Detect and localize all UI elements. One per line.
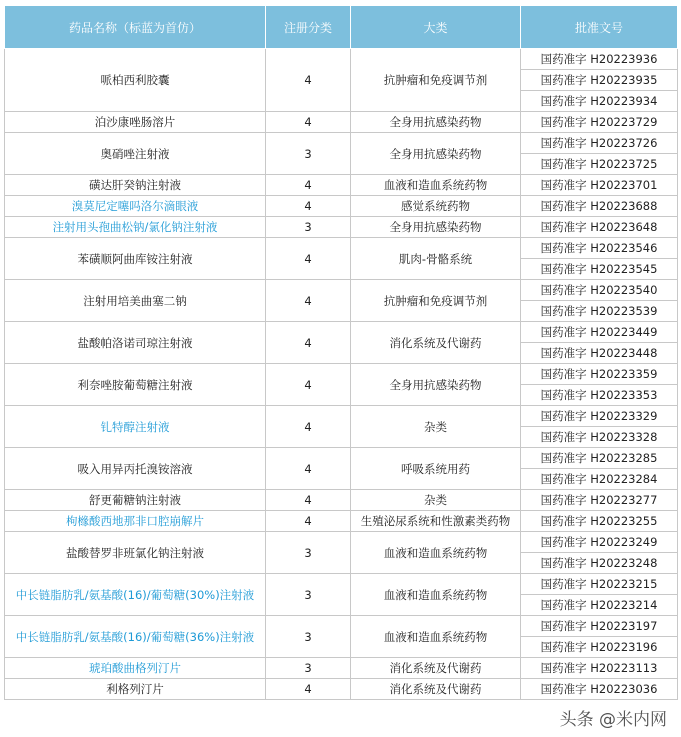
approval-number-cell: 国药准字 H20223328: [521, 427, 678, 448]
drug-name-cell: 磺达肝癸钠注射液: [5, 175, 266, 196]
approval-number-cell: 国药准字 H20223936: [521, 49, 678, 70]
drug-name-cell: 钆特醇注射液: [5, 406, 266, 448]
table-row: [5, 217, 678, 238]
table-row: [5, 490, 678, 511]
drug-name-cell: 盐酸帕洛诺司琼注射液: [5, 322, 266, 364]
approval-number-cell: 国药准字 H20223284: [521, 469, 678, 490]
approval-number-cell: 国药准字 H20223285: [521, 448, 678, 469]
drug-name-cell: 中长链脂肪乳/氨基酸(16)/葡萄糖(36%)注射液: [5, 616, 266, 658]
drug-name-cell: 琥珀酸曲格列汀片: [5, 658, 266, 679]
header-category: 大类: [351, 6, 521, 49]
approval-number-cell: 国药准字 H20223449: [521, 322, 678, 343]
drug-name-cell: 苯磺顺阿曲库铵注射液: [5, 238, 266, 280]
table-row: [5, 175, 678, 196]
approval-number-cell: 国药准字 H20223448: [521, 343, 678, 364]
registration-class-cell: 4: [266, 364, 351, 406]
drug-name-cell: 舒更葡糖钠注射液: [5, 490, 266, 511]
registration-class-cell: 3: [266, 574, 351, 616]
approval-number-cell: 国药准字 H20223934: [521, 91, 678, 112]
approval-number-cell: 国药准字 H20223935: [521, 70, 678, 91]
table-row: [5, 322, 678, 343]
drug-name-cell: 注射用培美曲塞二钠: [5, 280, 266, 322]
category-cell: 肌肉-骨骼系统: [351, 238, 521, 280]
approval-number-cell: 国药准字 H20223539: [521, 301, 678, 322]
registration-class-cell: 3: [266, 217, 351, 238]
drug-name-cell: 利格列汀片: [5, 679, 266, 700]
category-cell: 生殖泌尿系统和性激素类药物: [351, 511, 521, 532]
category-cell: 全身用抗感染药物: [351, 364, 521, 406]
drug-name-cell: 枸橼酸西地那非口腔崩解片: [5, 511, 266, 532]
table-row: [5, 280, 678, 301]
approval-number-cell: 国药准字 H20223248: [521, 553, 678, 574]
approval-number-cell: 国药准字 H20223701: [521, 175, 678, 196]
category-cell: 杂类: [351, 490, 521, 511]
table-row: [5, 238, 678, 259]
table-row: [5, 133, 678, 154]
approval-number-cell: 国药准字 H20223329: [521, 406, 678, 427]
table-row: [5, 511, 678, 532]
registration-class-cell: 3: [266, 658, 351, 679]
registration-class-cell: 3: [266, 616, 351, 658]
table-row: [5, 112, 678, 133]
source-credit: 头条 @米内网: [559, 710, 667, 730]
table-row: [5, 49, 678, 70]
table-row: [5, 406, 678, 427]
approval-number-cell: 国药准字 H20223214: [521, 595, 678, 616]
approval-number-cell: 国药准字 H20223729: [521, 112, 678, 133]
category-cell: 血液和造血系统药物: [351, 574, 521, 616]
approval-number-cell: 国药准字 H20223113: [521, 658, 678, 679]
approval-number-cell: 国药准字 H20223196: [521, 637, 678, 658]
approval-number-cell: 国药准字 H20223036: [521, 679, 678, 700]
approval-number-cell: 国药准字 H20223546: [521, 238, 678, 259]
approval-number-cell: 国药准字 H20223545: [521, 259, 678, 280]
approval-number-cell: 国药准字 H20223215: [521, 574, 678, 595]
category-cell: 血液和造血系统药物: [351, 532, 521, 574]
category-cell: 全身用抗感染药物: [351, 112, 521, 133]
approval-number-cell: 国药准字 H20223353: [521, 385, 678, 406]
approval-number-cell: 国药准字 H20223249: [521, 532, 678, 553]
category-cell: 全身用抗感染药物: [351, 217, 521, 238]
drug-approval-table: [4, 5, 678, 700]
registration-class-cell: 4: [266, 406, 351, 448]
drug-name-cell: 泊沙康唑肠溶片: [5, 112, 266, 133]
category-cell: 血液和造血系统药物: [351, 616, 521, 658]
registration-class-cell: 4: [266, 196, 351, 217]
category-cell: 抗肿瘤和免疫调节剂: [351, 280, 521, 322]
table-row: [5, 616, 678, 637]
category-cell: 消化系统及代谢药: [351, 322, 521, 364]
registration-class-cell: 4: [266, 280, 351, 322]
table-row: [5, 448, 678, 469]
drug-name-cell: 盐酸替罗非班氯化钠注射液: [5, 532, 266, 574]
approval-number-cell: 国药准字 H20223540: [521, 280, 678, 301]
drug-name-cell: 溴莫尼定噻吗洛尔滴眼液: [5, 196, 266, 217]
registration-class-cell: 4: [266, 322, 351, 364]
drug-name-cell: 吸入用异丙托溴铵溶液: [5, 448, 266, 490]
category-cell: 消化系统及代谢药: [351, 658, 521, 679]
header-drug-name: 药品名称（标蓝为首仿）: [5, 6, 266, 49]
table-row: [5, 574, 678, 595]
registration-class-cell: 4: [266, 490, 351, 511]
table-row: [5, 658, 678, 679]
approval-number-cell: 国药准字 H20223277: [521, 490, 678, 511]
registration-class-cell: 4: [266, 238, 351, 280]
approval-number-cell: 国药准字 H20223359: [521, 364, 678, 385]
registration-class-cell: 4: [266, 49, 351, 112]
category-cell: 抗肿瘤和免疫调节剂: [351, 49, 521, 112]
category-cell: 消化系统及代谢药: [351, 679, 521, 700]
registration-class-cell: 4: [266, 175, 351, 196]
header-registration-class: 注册分类: [266, 6, 351, 49]
drug-name-cell: 利奈唑胺葡萄糖注射液: [5, 364, 266, 406]
table-row: [5, 532, 678, 553]
category-cell: 全身用抗感染药物: [351, 133, 521, 175]
drug-name-cell: 中长链脂肪乳/氨基酸(16)/葡萄糖(30%)注射液: [5, 574, 266, 616]
table-row: [5, 196, 678, 217]
table-row: [5, 679, 678, 700]
registration-class-cell: 4: [266, 679, 351, 700]
approval-number-cell: 国药准字 H20223725: [521, 154, 678, 175]
category-cell: 血液和造血系统药物: [351, 175, 521, 196]
approval-number-cell: 国药准字 H20223688: [521, 196, 678, 217]
approval-number-cell: 国药准字 H20223648: [521, 217, 678, 238]
registration-class-cell: 3: [266, 133, 351, 175]
category-cell: 感觉系统药物: [351, 196, 521, 217]
registration-class-cell: 4: [266, 448, 351, 490]
header-approval-number: 批准文号: [521, 6, 678, 49]
table-header-row: [5, 6, 678, 49]
drug-name-cell: 注射用头孢曲松钠/氯化钠注射液: [5, 217, 266, 238]
registration-class-cell: 4: [266, 112, 351, 133]
category-cell: 杂类: [351, 406, 521, 448]
approval-number-cell: 国药准字 H20223255: [521, 511, 678, 532]
drug-name-cell: 哌柏西利胶囊: [5, 49, 266, 112]
category-cell: 呼吸系统用药: [351, 448, 521, 490]
registration-class-cell: 3: [266, 532, 351, 574]
approval-number-cell: 国药准字 H20223197: [521, 616, 678, 637]
approval-number-cell: 国药准字 H20223726: [521, 133, 678, 154]
registration-class-cell: 4: [266, 511, 351, 532]
drug-name-cell: 奥硝唑注射液: [5, 133, 266, 175]
table-body: [5, 49, 678, 700]
table-row: [5, 364, 678, 385]
